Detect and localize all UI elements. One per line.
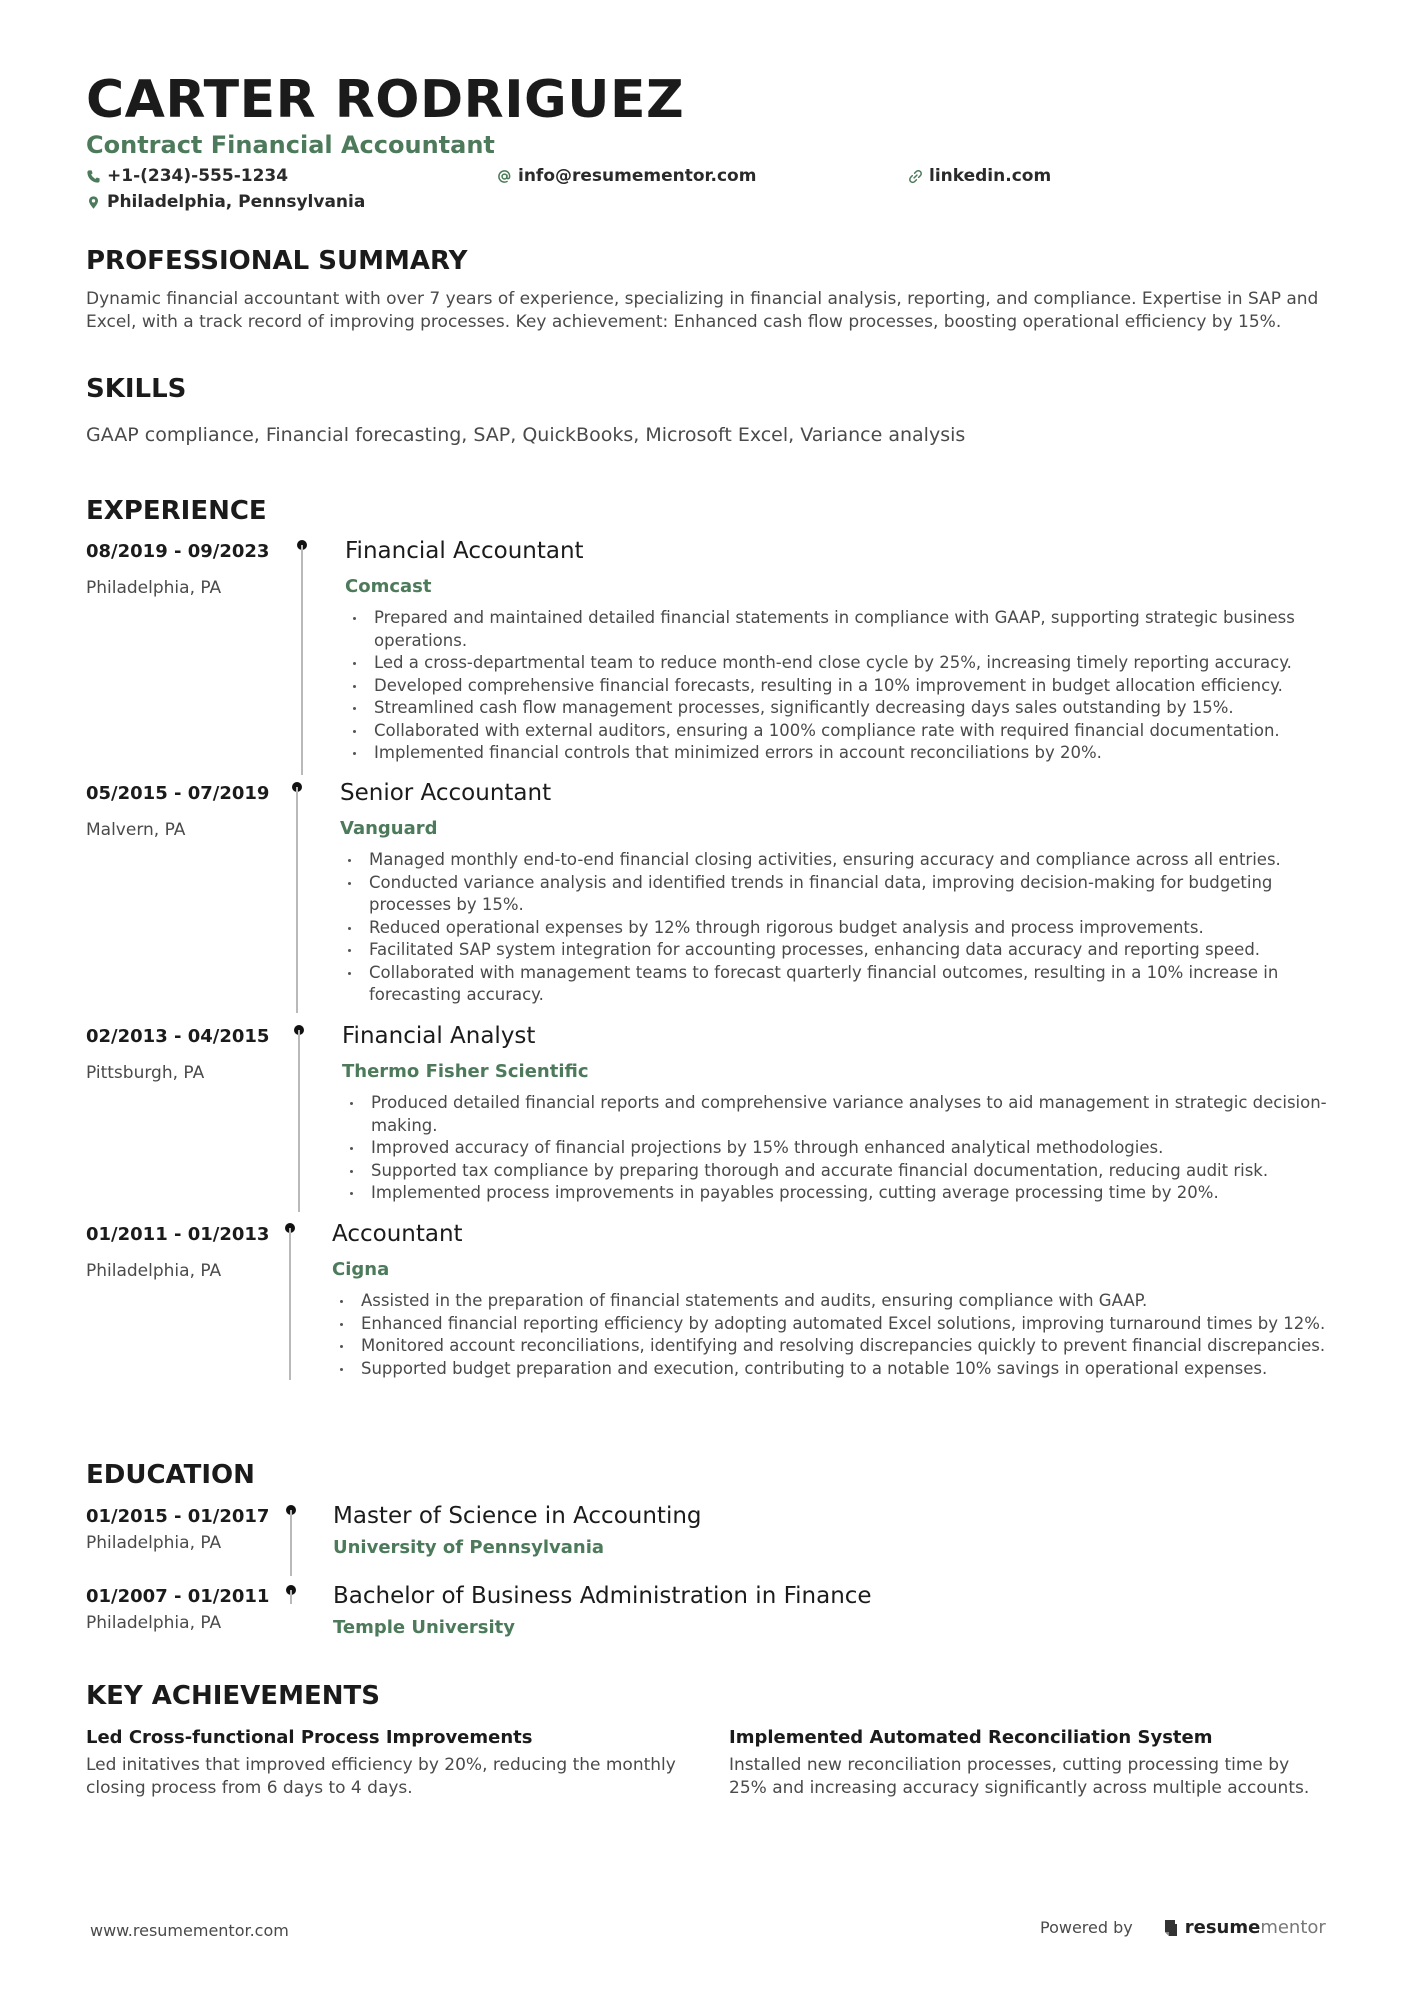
skills-heading: SKILLS (86, 374, 187, 404)
footer-website[interactable]: www.resumementor.com (90, 1921, 289, 1940)
linkedin-text[interactable]: linkedin.com (929, 166, 1052, 186)
job-bullet: Developed comprehensive financial forecasts, resulting in a 10% improvement in budget allocation efficiency. (345, 675, 1345, 698)
link-icon (908, 169, 923, 184)
edu-entry (333, 1583, 1333, 1638)
timeline-line (290, 1590, 292, 1604)
job-dates: 01/2011 - 01/2013 (86, 1224, 270, 1245)
achievement-desc: Installed new reconciliation processes, cutting processing time by 25% and increasing accuracy significantly across multiple accounts. (729, 1755, 1310, 1798)
job-bullet: Conducted variance analysis and identified trends in financial data, improving decision-making for budgeting processes by 15%. (340, 872, 1340, 917)
edu-meta (86, 1506, 306, 1553)
edu-entry (333, 1503, 1333, 1558)
job-location: Philadelphia, PA (86, 1261, 222, 1281)
education-heading: EDUCATION (86, 1460, 255, 1490)
job-bullet: Assisted in the preparation of financial statements and audits, ensuring compliance with GAAP. (332, 1290, 1332, 1313)
job-bullet: Streamlined cash flow management processes, significantly decreasing days sales outstanding by 15%. (345, 697, 1345, 720)
summary-heading: PROFESSIONAL SUMMARY (86, 246, 468, 276)
timeline-line (296, 787, 298, 1013)
job-bullet: Produced detailed financial reports and comprehensive variance analyses to aid management in strategic decision-making. (342, 1092, 1342, 1137)
job-title: Senior Accountant (340, 780, 552, 806)
job-company: Thermo Fisher Scientific (342, 1061, 589, 1082)
edu-degree: Bachelor of Business Administration in Finance (333, 1583, 872, 1609)
timeline-line (298, 1030, 300, 1212)
job-location: Philadelphia, PA (86, 578, 222, 598)
timeline-line (290, 1510, 292, 1576)
job-title: Accountant (332, 1221, 463, 1247)
powered-by-label: Powered by (1040, 1918, 1133, 1937)
skills-text: GAAP compliance, Financial forecasting, SAP, QuickBooks, Microsoft Excel, Variance analysis (86, 424, 966, 446)
job-bullet: Monitored account reconciliations, identifying and resolving discrepancies quickly to prevent financial discrepancies. (332, 1335, 1332, 1358)
edu-degree: Master of Science in Accounting (333, 1503, 702, 1529)
contact-phone (86, 166, 288, 186)
timeline-line (289, 1228, 291, 1380)
edu-location: Philadelphia, PA (86, 1613, 222, 1633)
achievements-heading: KEY ACHIEVEMENTS (86, 1681, 380, 1711)
location-text: Philadelphia, Pennsylvania (107, 192, 366, 212)
job-bullet: Collaborated with management teams to forecast quarterly financial outcomes, resulting in a 10% increase in forecasting accuracy. (340, 962, 1340, 1007)
job-location: Malvern, PA (86, 820, 186, 840)
job-meta (86, 1224, 306, 1281)
edu-dates: 01/2015 - 01/2017 (86, 1506, 270, 1527)
job-meta (86, 541, 306, 598)
job-bullet: Facilitated SAP system integration for accounting processes, enhancing data accuracy and reporting speed. (340, 939, 1340, 962)
job-bullets (342, 1092, 1342, 1205)
job-company: Vanguard (340, 818, 438, 839)
job-location: Pittsburgh, PA (86, 1063, 205, 1083)
candidate-title: Contract Financial Accountant (86, 131, 495, 159)
job-bullets (340, 849, 1340, 1007)
job-dates: 05/2015 - 07/2019 (86, 783, 270, 804)
job-bullet: Reduced operational expenses by 12% through rigorous budget analysis and process improvements. (340, 917, 1340, 940)
job-bullet: Improved accuracy of financial projections by 15% through enhanced analytical methodologies. (342, 1137, 1342, 1160)
edu-school: Temple University (333, 1617, 516, 1638)
job-entry (345, 538, 1345, 765)
job-entry (342, 1023, 1342, 1205)
job-bullet: Supported tax compliance by preparing thorough and accurate financial documentation, reducing audit risk. (342, 1160, 1342, 1183)
contact-email (497, 166, 756, 186)
job-company: Comcast (345, 576, 432, 597)
job-entry (340, 780, 1340, 1007)
phone-text[interactable]: +1-(234)-555-1234 (107, 166, 289, 186)
job-meta (86, 783, 306, 840)
edu-dates: 01/2007 - 01/2011 (86, 1586, 270, 1607)
job-bullets (345, 607, 1345, 765)
contact-linkedin (908, 166, 1051, 186)
resumementor-logo-icon (1163, 1918, 1179, 1938)
brand-logo[interactable] (1163, 1917, 1326, 1938)
achievement-desc: Led initatives that improved efficiency by 20%, reducing the monthly closing process from 6 days to 4 days. (86, 1755, 676, 1798)
candidate-name: CARTER RODRIGUEZ (86, 70, 685, 130)
job-dates: 02/2013 - 04/2015 (86, 1026, 270, 1047)
location-pin-icon (86, 195, 101, 210)
job-company: Cigna (332, 1259, 390, 1280)
edu-meta (86, 1586, 306, 1633)
email-text[interactable]: info@resumementor.com (518, 166, 757, 186)
job-bullet: Managed monthly end-to-end financial closing activities, ensuring accuracy and compliance across all entries. (340, 849, 1340, 872)
phone-icon (86, 169, 101, 184)
job-bullets (332, 1290, 1332, 1380)
job-dates: 08/2019 - 09/2023 (86, 541, 270, 562)
achievement-title: Implemented Automated Reconciliation System (729, 1727, 1213, 1748)
experience-heading: EXPERIENCE (86, 496, 267, 526)
edu-location: Philadelphia, PA (86, 1533, 222, 1553)
job-title: Financial Analyst (342, 1023, 536, 1049)
contact-location (86, 192, 365, 212)
job-entry (332, 1221, 1332, 1380)
job-bullet: Implemented process improvements in payables processing, cutting average processing time by 20%. (342, 1182, 1342, 1205)
edu-school: University of Pennsylvania (333, 1537, 605, 1558)
job-bullet: Prepared and maintained detailed financial statements in compliance with GAAP, supporting strategic business operations. (345, 607, 1345, 652)
at-icon (497, 169, 512, 184)
brand-light: mentor (1260, 1917, 1326, 1938)
job-meta (86, 1026, 306, 1083)
job-bullet: Led a cross-departmental team to reduce month-end close cycle by 25%, increasing timely reporting accuracy. (345, 652, 1345, 675)
brand-bold: resume (1184, 1917, 1261, 1938)
timeline-line (301, 545, 303, 775)
job-bullet: Enhanced financial reporting efficiency by adopting automated Excel solutions, improving turnaround times by 12%. (332, 1313, 1332, 1336)
job-bullet: Supported budget preparation and execution, contributing to a notable 10% savings in operational expenses. (332, 1358, 1332, 1381)
achievement-item (86, 1727, 686, 1799)
achievement-title: Led Cross-functional Process Improvements (86, 1727, 533, 1748)
job-bullet: Implemented financial controls that minimized errors in account reconciliations by 20%. (345, 742, 1345, 765)
job-bullet: Collaborated with external auditors, ensuring a 100% compliance rate with required financial documentation. (345, 720, 1345, 743)
footer-branding (1040, 1917, 1326, 1938)
achievement-item (729, 1727, 1329, 1799)
job-title: Financial Accountant (345, 538, 584, 564)
summary-text: Dynamic financial accountant with over 7 years of experience, specializing in financial analysis, reporting, and compliance. Expertise in SAP and Excel, with a track record of improving processes. Key achievement: Enhanced cash flow processes, boosting operational efficiency by 15%. (86, 289, 1319, 332)
